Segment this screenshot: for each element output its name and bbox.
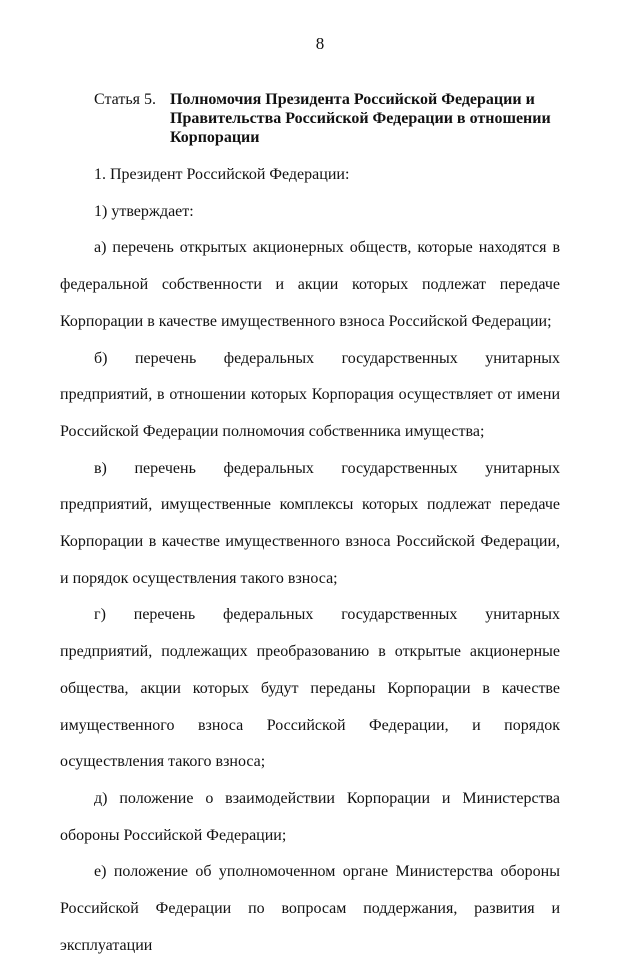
paragraph-item-g: г) перечень федеральных государственных унитарных предприятий, подлежащих преобразованию в открытые акционерные общества, акции которых будут переданы Корпорации в качестве имущественного взноса Российской Федерации, и порядок осуществления такого взноса; (60, 606, 560, 771)
paragraph-item-e: е) положение об уполномоченном органе Министерства обороны Российской Федерации по вопросам поддержания, развития и эксплуатации (60, 863, 560, 954)
paragraph-approves: 1) утверждает: (94, 202, 194, 220)
page-number: 8 (315, 34, 325, 53)
paragraph-item-d: д) положение о взаимодействии Корпорации и Министерства обороны Российской Федерации; (60, 789, 560, 844)
article-heading (94, 90, 564, 147)
article-label: Статья 5. (94, 91, 156, 108)
article-title: Полномочия Президента Российской Федерации и Правительства Российской Федерации в отношении Корпорации (170, 91, 551, 146)
paragraph-item-a: а) перечень открытых акционерных обществ, которые находятся в федеральной собственности и акции которых подлежат передаче Корпорации в качестве имущественного взноса Российской Федерации; (60, 239, 560, 330)
paragraph-item-b: б) перечень федеральных государственных унитарных предприятий, в отношении которых Корпорация осуществляет от имени Российской Федерации полномочия собственника имущества; (60, 349, 560, 440)
paragraph-item-v: в) перечень федеральных государственных унитарных предприятий, имущественные комплексы которых подлежат передаче Корпорации в качестве имущественного взноса Российской Федерации, и порядок осуществления такого взноса; (60, 459, 560, 587)
paragraph-president: 1. Президент Российской Федерации: (94, 166, 350, 183)
document-body (60, 157, 560, 964)
